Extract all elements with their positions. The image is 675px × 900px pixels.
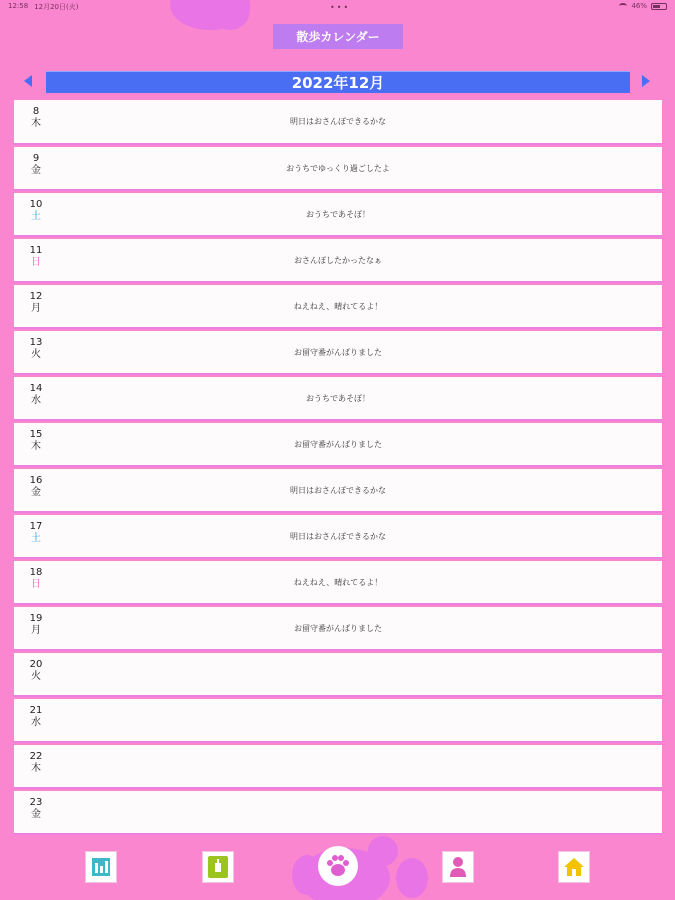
memo-text: 明日はおさんぽできるかな: [290, 486, 386, 495]
month-label: 2022年12月: [46, 71, 630, 93]
calendar-row[interactable]: [14, 239, 662, 283]
home-tab[interactable]: [558, 851, 590, 883]
status-bar: [0, 0, 675, 14]
memo-text: ねえねえ、晴れてるよ！: [293, 578, 383, 587]
calendar-row[interactable]: [14, 653, 662, 697]
day-number: 16: [29, 475, 43, 486]
walk-tab[interactable]: [318, 846, 358, 886]
day-number: 19: [29, 613, 43, 624]
weekday-label: 月: [31, 625, 41, 636]
memo-text: おさんぽしたかったなぁ: [294, 256, 382, 265]
battery-percent: 46%: [631, 2, 647, 10]
calendar-list[interactable]: [14, 100, 662, 835]
calendar-row[interactable]: [14, 469, 662, 513]
weekday-label: 火: [31, 349, 41, 360]
next-month-arrow-icon[interactable]: [642, 75, 650, 87]
day-number: 11: [29, 245, 43, 256]
notebook-tab[interactable]: [202, 851, 234, 883]
battery-icon: [651, 3, 667, 10]
memo-text: 明日はおさんぽできるかな: [290, 117, 386, 126]
calendar-row[interactable]: [14, 791, 662, 835]
paw-icon: [325, 853, 351, 879]
calendar-row[interactable]: [14, 515, 662, 559]
weekday-label: 月: [31, 303, 41, 314]
home-icon: [563, 856, 585, 878]
day-number: 18: [29, 567, 43, 578]
person-icon: [448, 856, 468, 878]
calendar-row[interactable]: [14, 331, 662, 375]
memo-text: お留守番がんばりました: [294, 348, 382, 357]
weekday-label: 日: [31, 579, 41, 590]
tab-bar: [0, 835, 675, 900]
day-number: 21: [29, 705, 43, 716]
status-date: 12月20日(火): [34, 3, 79, 11]
day-number: 8: [32, 106, 40, 117]
date-cell: [25, 797, 47, 821]
day-number: 13: [29, 337, 43, 348]
calendar-row[interactable]: [14, 745, 662, 789]
weekday-label: 土: [31, 211, 41, 222]
calendar-row[interactable]: [14, 423, 662, 467]
bar-chart-icon: [91, 857, 111, 877]
day-number: 23: [29, 797, 43, 808]
stats-tab[interactable]: [85, 851, 117, 883]
profile-tab[interactable]: [442, 851, 474, 883]
memo-text: 明日はおさんぽできるかな: [290, 532, 386, 541]
weekday-label: 土: [31, 533, 41, 544]
calendar-row[interactable]: [14, 699, 662, 743]
calendar-row[interactable]: [14, 100, 662, 145]
weekday-label: 水: [31, 717, 41, 728]
day-number: 15: [29, 429, 43, 440]
prev-month-arrow-icon[interactable]: [24, 75, 32, 87]
memo-text: おうちであそぼ！: [306, 210, 370, 219]
weekday-label: 木: [31, 763, 41, 774]
day-number: 12: [29, 291, 43, 302]
date-cell: [25, 751, 47, 775]
day-number: 14: [29, 383, 43, 394]
day-number: 20: [29, 659, 43, 670]
weekday-label: 木: [31, 118, 41, 129]
calendar-row[interactable]: [14, 147, 662, 191]
calendar-row[interactable]: [14, 607, 662, 651]
memo-text: お留守番がんばりました: [294, 624, 382, 633]
memo-text: おうちであそぼ！: [306, 394, 370, 403]
weekday-label: 金: [31, 165, 41, 176]
weekday-label: 金: [31, 809, 41, 820]
notebook-icon: [207, 855, 229, 879]
weekday-label: 火: [31, 671, 41, 682]
weekday-label: 水: [31, 395, 41, 406]
date-cell: [25, 705, 47, 729]
memo-text: お留守番がんばりました: [294, 440, 382, 449]
calendar-row[interactable]: [14, 285, 662, 329]
wifi-icon: [619, 3, 627, 9]
calendar-row[interactable]: [14, 561, 662, 605]
multitask-dots-icon[interactable]: •••: [330, 3, 351, 12]
date-cell: [25, 659, 47, 683]
page-title: 散歩カレンダー: [273, 24, 403, 49]
status-time: 12:58: [8, 2, 29, 10]
day-number: 10: [29, 199, 43, 210]
day-number: 9: [32, 153, 40, 164]
weekday-label: 日: [31, 257, 41, 268]
calendar-row[interactable]: [14, 193, 662, 237]
weekday-label: 木: [31, 441, 41, 452]
day-number: 17: [29, 521, 43, 532]
day-number: 22: [29, 751, 43, 762]
calendar-row[interactable]: [14, 377, 662, 421]
memo-text: おうちでゆっくり過ごしたよ: [286, 164, 390, 173]
memo-text: ねえねえ、晴れてるよ！: [293, 302, 383, 311]
weekday-label: 金: [31, 487, 41, 498]
